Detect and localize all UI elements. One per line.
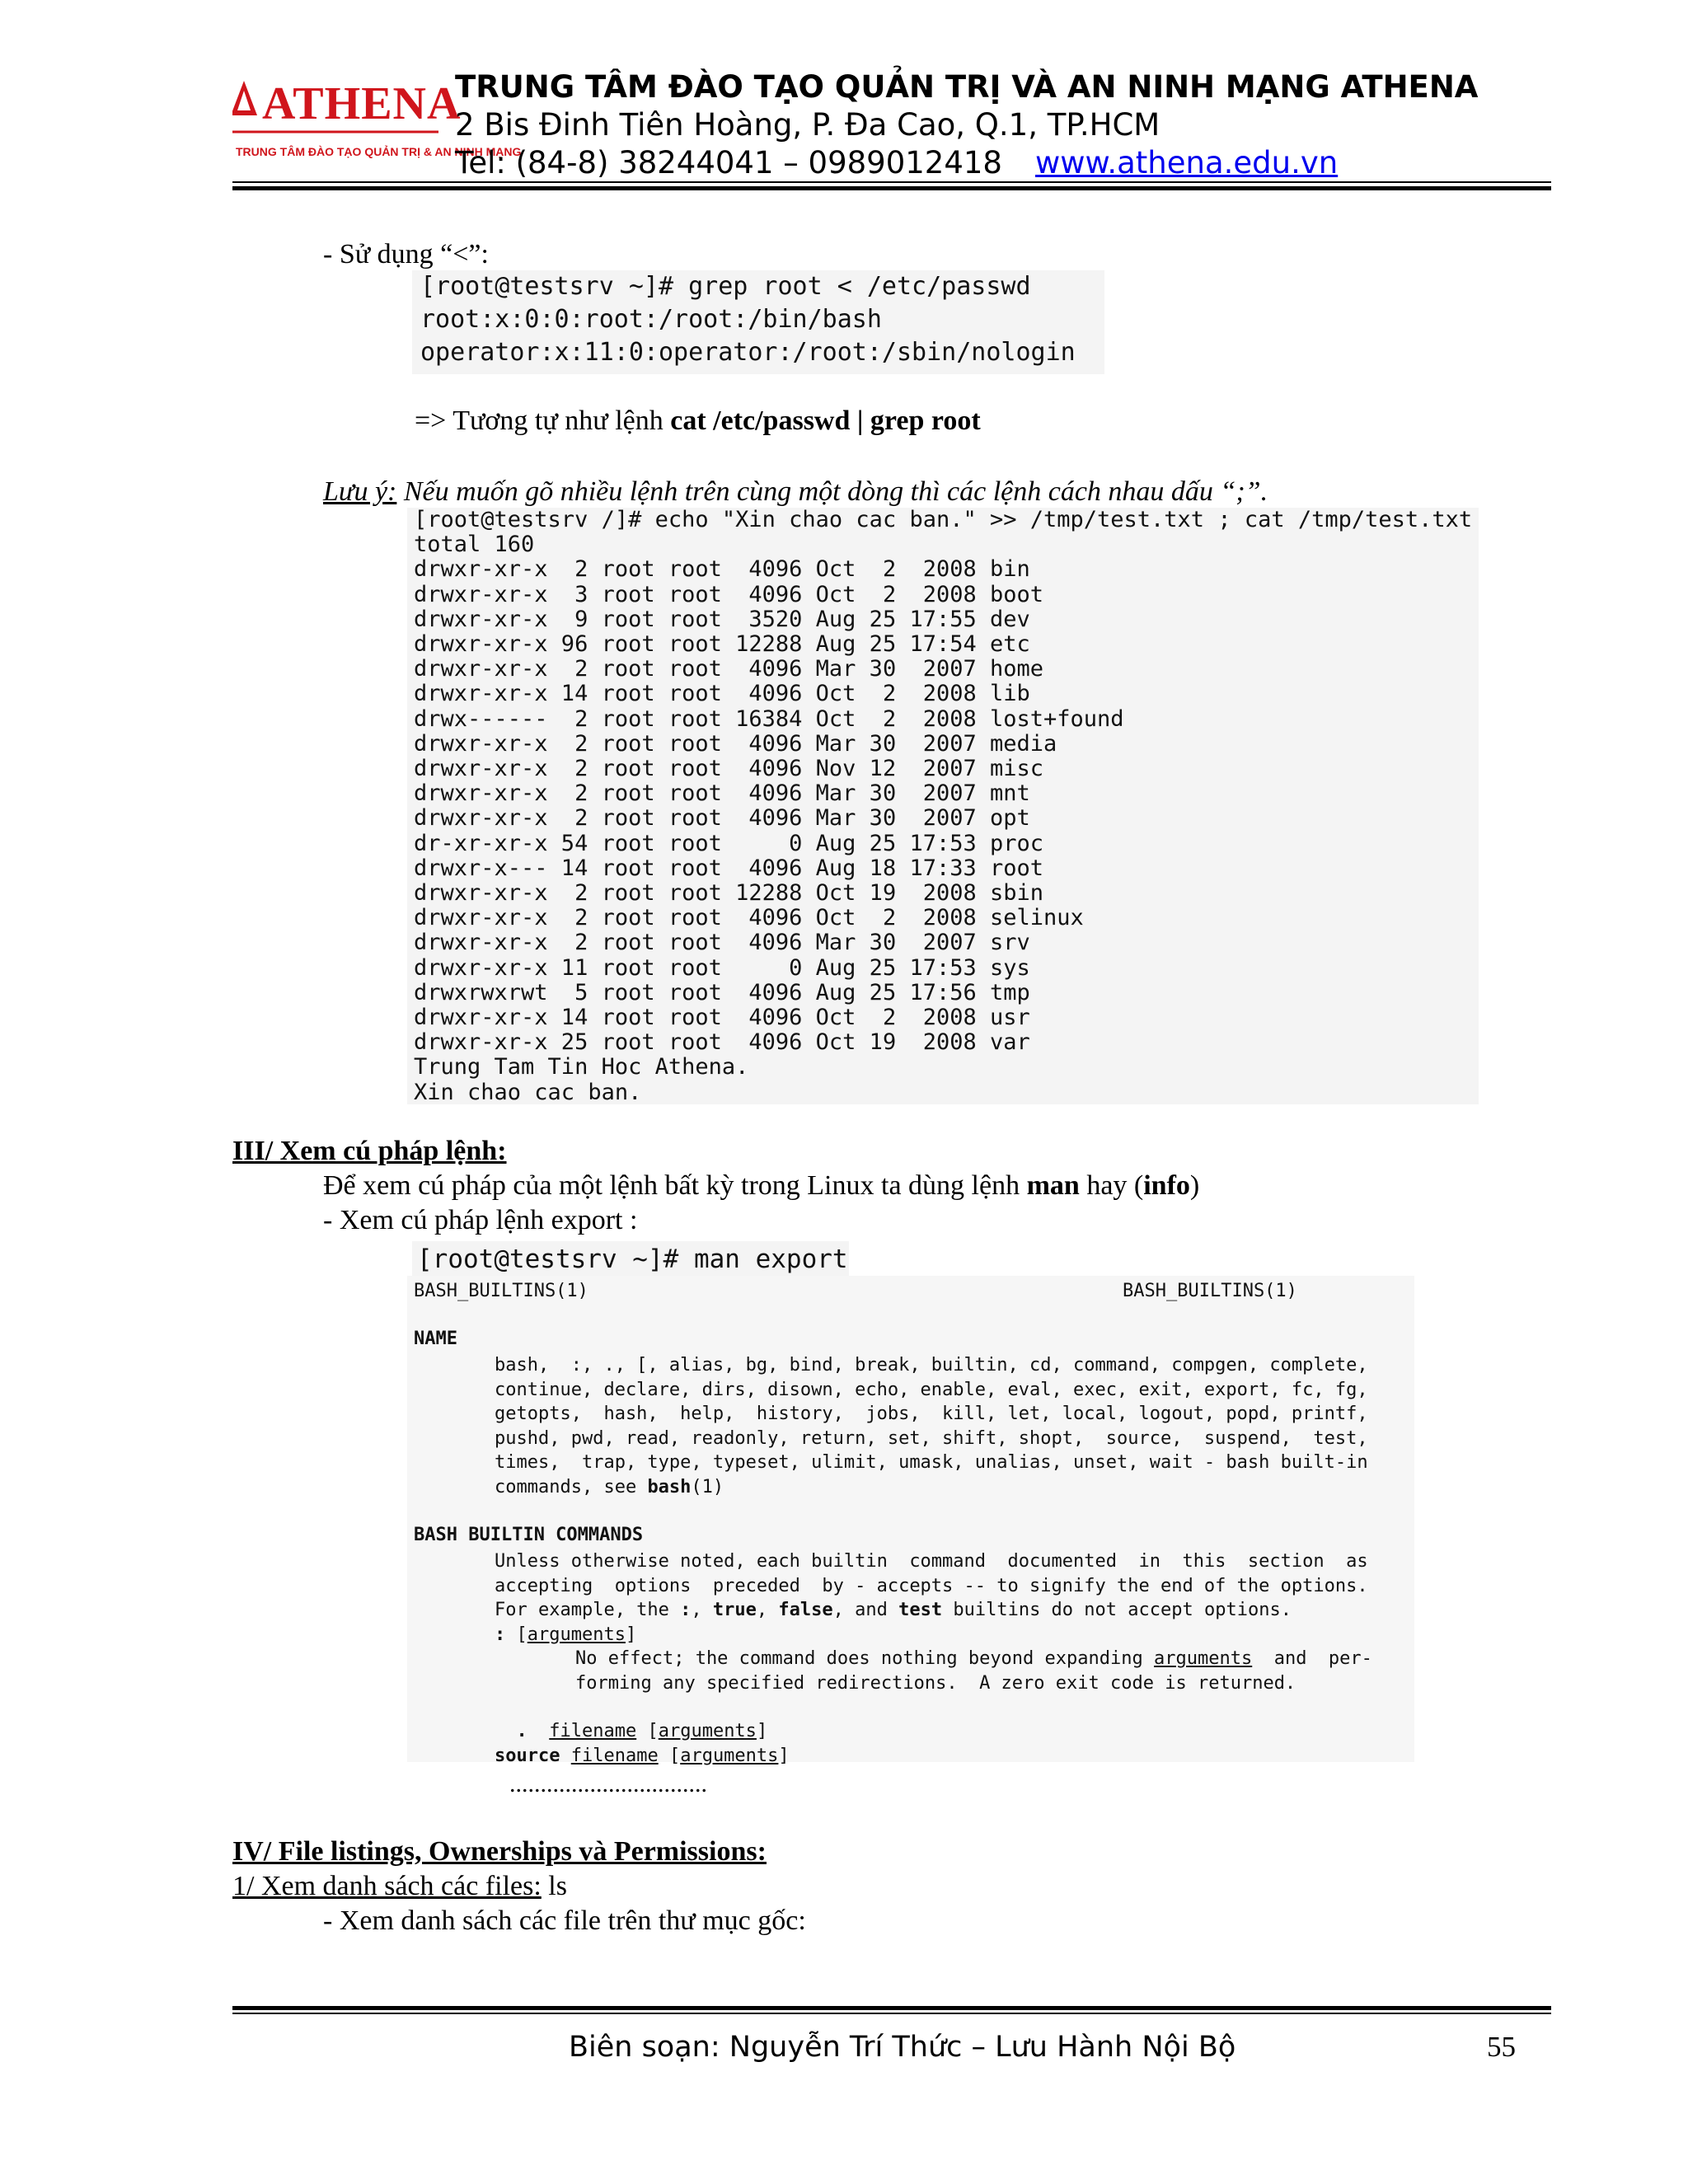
athena-logo xyxy=(232,73,522,171)
logo-wordmark: ATHENA xyxy=(262,78,462,129)
echo-terminal xyxy=(407,508,1479,1104)
section3-heading: III/ Xem cú pháp lệnh: xyxy=(232,1136,507,1166)
header-divider-thin xyxy=(232,181,1551,183)
man-noeffect: No effect; the command does nothing beyond expanding arguments and per- forming any specified redirections. A zero exit code is returned. xyxy=(575,1648,1372,1694)
header-address: 2 Bis Đinh Tiên Hoàng, P. Đa Cao, Q.1, TP.HCM xyxy=(455,107,1160,143)
section4-heading: IV/ File listings, Ownerships và Permissions: xyxy=(232,1836,767,1867)
header-title: TRUNG TÂM ĐÀO TẠO QUẢN TRỊ VÀ AN NINH MẠNG ATHENA xyxy=(455,69,1479,105)
man-page xyxy=(407,1276,1414,1766)
redirect-result-command: cat /etc/passwd | grep root xyxy=(670,405,981,436)
section4-line: - Xem danh sách các file trên thư mục gốc: xyxy=(323,1905,806,1936)
man-prompt-box xyxy=(412,1241,849,1277)
header-divider-thick xyxy=(232,186,1551,190)
footer-divider-thin xyxy=(232,2013,1551,2014)
man-name-body: bash, :, ., [, alias, bg, bind, break, builtin, cd, command, compgen, complete, continue, declare, dirs, disown, echo, enable, eval, exec, exit, export, fc, fg, getopts, hash, help, history, jobs, kill, let, local, logout, popd, printf, pushd, pwd, read, readonly, return, set, shift, shopt, source, suspend, test, times, trap, type, typeset, ulimit, umask, unalias, unset, wait - bash built-in commands, see bash(1) xyxy=(495,1355,1368,1497)
redirect-result: => Tương tự như lệnh cat /etc/passwd | grep root xyxy=(415,405,981,436)
section3-export-line: - Xem cú pháp lệnh export : xyxy=(323,1205,638,1235)
man-continuation-dots: ................................ xyxy=(509,1770,707,1797)
redirect-terminal-text: [root@testsrv ~]# grep root < /etc/passwd root:x:0:0:root:/root:/bin/bash operator:x:11:0:operator:/root:/sbin/nologin xyxy=(420,272,1076,367)
redirect-terminal xyxy=(412,270,1104,374)
header-phone: Tel: (84-8) 38244041 – 0989012418 xyxy=(455,145,1002,180)
logo-subtext: TRUNG TÂM ĐÀO TẠO QUẢN TRỊ & AN NINH MẠNG xyxy=(236,145,522,158)
page-number: 55 xyxy=(1487,2031,1516,2063)
man-prompt: [root@testsrv ~]# man export xyxy=(417,1244,848,1274)
note-text: Lưu ý: Nếu muốn gõ nhiều lệnh trên cùng một dòng thì các lệnh cách nhau dấu “;”. xyxy=(323,476,1268,507)
man-header-left: BASH_BUILTINS(1) xyxy=(414,1281,588,1301)
footer-author: Biên soạn: Nguyễn Trí Thức – Lưu Hành Nội Bộ xyxy=(569,2031,1236,2064)
man-name-heading: NAME xyxy=(414,1329,457,1349)
man-header-right: BASH_BUILTINS(1) xyxy=(1123,1281,1297,1301)
man-bbc-heading: BASH BUILTIN COMMANDS xyxy=(414,1525,644,1545)
redirect-intro: - Sử dụng “<”: xyxy=(323,239,489,269)
note-label: Lưu ý: xyxy=(323,476,397,507)
man-bbc-body: Unless otherwise noted, each builtin command documented in this section as accepting options preceded by - accepts -- to signify the end of the options. For example, the :, true, false, and test builtins do not accept options. : [arguments] xyxy=(495,1551,1368,1645)
echo-terminal-text: [root@testsrv /]# echo "Xin chao cac ban." >> /tmp/test.txt ; cat /tmp/test.txt total 160 drwxr-xr-x 2 root root 4096 Oct 2 2008 bin drwxr-xr-x 3 root root 4096 Oct 2 2008 boot drwxr-xr-x 9 root root 3520 Aug 25 17:55 dev drwxr-xr-x 96 root root 12288 Aug 25 17:54 etc drwxr-xr-x 2 root root 4096 Mar 30 2007 home drwxr-xr-x 14 root root 4096 Oct 2 2008 lib drwx------ 2 root root 16384 Oct 2 2008 lost+found drwxr-xr-x 2 root root 4096 Mar 30 2007 media drwxr-xr-x 2 root root 4096 Nov 12 2007 misc drwxr-xr-x 2 root root 4096 Mar 30 2007 mnt drwxr-xr-x 2 root root 4096 Mar 30 2007 opt dr-xr-xr-x 54 root root 0 Aug 25 17:53 proc drwxr-x--- 14 root root 4096 Aug 18 17:33 root drwxr-xr-x 2 root root 12288 Oct 19 2008 sbin drwxr-xr-x 2 root root 4096 Oct 2 2008 selinux drwxr-xr-x 2 root root 4096 Mar 30 2007 srv drwxr-xr-x 11 root root 0 Aug 25 17:53 sys drwxrwxrwt 5 root root 4096 Aug 25 17:56 tmp drwxr-xr-x 14 root root 4096 Oct 2 2008 usr drwxr-xr-x 25 root root 4096 Oct 19 2008 var Trung Tam Tin Hoc Athena. Xin chao cac ban. xyxy=(414,507,1473,1105)
section3-intro: Để xem cú pháp của một lệnh bất kỳ trong Linux ta dùng lệnh man hay (info) xyxy=(323,1170,1200,1201)
footer-divider-thick xyxy=(232,2006,1551,2010)
section4-subheading: 1/ Xem danh sách các files: ls xyxy=(232,1871,567,1901)
man-source: . filename [arguments] source filename [arguments] xyxy=(495,1721,790,1766)
header-contact xyxy=(455,145,1338,180)
website-link[interactable]: www.athena.edu.vn xyxy=(1034,145,1339,180)
